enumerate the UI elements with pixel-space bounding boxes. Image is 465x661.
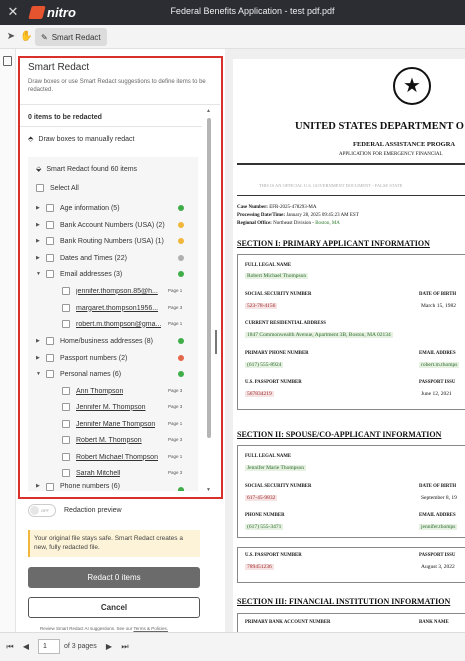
- redact-button[interactable]: Redact 0 items: [28, 567, 200, 588]
- item-checkbox[interactable]: [62, 436, 70, 444]
- category-label: Bank Account Numbers (USA) (2): [60, 221, 165, 229]
- meta-label: Regional Office:: [237, 221, 272, 226]
- meta-value: January 28, 2025 09:45:23 AM EST: [286, 213, 359, 218]
- page-navigation: [0, 632, 465, 661]
- field-label: CURRENT RESIDENTIAL ADDRESS: [245, 321, 326, 326]
- draw-boxes-label: Draw boxes to manually redact: [38, 135, 135, 143]
- select-all-label: Select All: [50, 184, 79, 192]
- regional-office: [237, 221, 340, 226]
- item-link[interactable]: Jennifer M. Thompson: [76, 403, 146, 411]
- field-label: FULL LEGAL NAME: [245, 454, 292, 459]
- category-checkbox[interactable]: [46, 221, 54, 229]
- item-link[interactable]: Ann Thompson: [76, 387, 124, 395]
- case-number: [237, 205, 316, 210]
- field-label: SOCIAL SECURITY NUMBER: [245, 292, 312, 297]
- list-item-name[interactable]: [62, 433, 142, 447]
- category-checkbox[interactable]: [46, 370, 54, 378]
- field-label: DATE OF BIRTH: [419, 292, 457, 297]
- title-bar: [0, 0, 465, 25]
- field-value-passport-issue: June 12, 2021: [421, 391, 452, 397]
- smart-redact-label: Smart Redact: [51, 32, 101, 42]
- category-row-addresses[interactable]: [36, 334, 153, 348]
- item-checkbox[interactable]: [62, 287, 70, 295]
- panel-description: Draw boxes or use Smart Redact suggestions to define items to be redacted.: [28, 79, 206, 93]
- chevron-right-icon[interactable]: ▶: [36, 255, 40, 261]
- section-2-passport-box: [237, 547, 465, 583]
- field-value-ssn: 523-78-4156: [247, 303, 276, 309]
- category-checkbox[interactable]: [46, 270, 54, 278]
- chevron-down-icon[interactable]: ▼: [36, 371, 41, 377]
- list-item-name[interactable]: [62, 400, 146, 414]
- field-label: EMAIL ADDRES: [419, 351, 456, 356]
- category-row-emails[interactable]: [36, 267, 122, 281]
- page-ref: Page 1: [168, 288, 183, 293]
- field-label: PRIMARY BANK ACCOUNT NUMBER: [245, 620, 331, 625]
- section-1-box: [237, 254, 465, 410]
- item-link[interactable]: robert.m.thompson@gma...: [76, 320, 162, 328]
- chevron-right-icon[interactable]: ▶: [36, 355, 40, 361]
- category-status-dot: [178, 271, 184, 277]
- meta-value: EFR-2025-478293-MA: [269, 205, 317, 210]
- category-label: Bank Routing Numbers (USA) (1): [60, 237, 164, 245]
- category-checkbox[interactable]: [46, 204, 54, 212]
- scroll-down-icon[interactable]: ▼: [206, 487, 211, 493]
- panel-title: Smart Redact: [28, 62, 90, 73]
- category-checkbox[interactable]: [46, 337, 54, 345]
- list-item-email[interactable]: [62, 284, 158, 298]
- item-checkbox[interactable]: [62, 453, 70, 461]
- page-ref: Page 3: [168, 404, 183, 409]
- document-viewport[interactable]: [225, 49, 465, 632]
- field-label: U.S. PASSPORT NUMBER: [245, 380, 302, 385]
- page-ref: Page 1: [168, 321, 183, 326]
- item-link[interactable]: Robert Michael Thompson: [76, 453, 158, 461]
- field-value-ssn: 617-45-9832: [247, 495, 276, 501]
- previous-page-icon[interactable]: ◀: [22, 642, 30, 651]
- scroll-up-icon[interactable]: ▲: [206, 108, 211, 114]
- field-value-passport: 789451236: [247, 564, 272, 570]
- item-checkbox[interactable]: [62, 304, 70, 312]
- info-note: Your original file stays safe. Smart Redact creates a new, fully redacted file.: [28, 530, 200, 557]
- field-label: BANK NAME: [419, 620, 449, 625]
- list-item-name[interactable]: [62, 450, 158, 464]
- field-label: FULL LEGAL NAME: [245, 263, 292, 268]
- category-status-dot: [178, 222, 184, 228]
- category-checkbox[interactable]: [46, 354, 54, 362]
- page-number-input[interactable]: 1: [38, 639, 60, 654]
- category-label: Phone numbers (6): [60, 483, 120, 490]
- category-checkbox[interactable]: [46, 254, 54, 262]
- field-value-passport-issue: August 3, 2022: [421, 564, 455, 570]
- field-label: PRIMARY PHONE NUMBER: [245, 351, 309, 356]
- category-label: Personal names (6): [60, 370, 122, 378]
- pages-panel-icon[interactable]: [3, 56, 12, 66]
- page-ref: Page 1: [168, 454, 183, 459]
- item-link[interactable]: margaret.thompson1956...: [76, 304, 159, 312]
- doc-watermark: THIS IS AN OFFICIAL U.S. GOVERNMENT DOCUMENT - FALSE STATE: [259, 183, 403, 188]
- item-checkbox[interactable]: [62, 387, 70, 395]
- category-label: Age information (5): [60, 204, 120, 212]
- doc-rule: [237, 195, 465, 196]
- category-row-age[interactable]: [36, 201, 120, 215]
- field-label: DATE OF BIRTH: [419, 484, 457, 489]
- field-value-address: 1847 Commonwealth Avenue, Apartment 3B, Boston, MA 02134: [247, 332, 391, 338]
- field-label: U.S. PASSPORT NUMBER: [245, 553, 302, 558]
- section-3-box: [237, 613, 465, 632]
- category-row-dates[interactable]: [36, 251, 127, 265]
- category-status-dot: [178, 205, 184, 211]
- cancel-button[interactable]: Cancel: [28, 597, 200, 618]
- app-name: nitro: [47, 5, 76, 20]
- meta-value: Northeast Division -: [273, 221, 316, 226]
- item-checkbox[interactable]: [62, 420, 70, 428]
- field-value-dob: September 8, 19: [421, 495, 457, 501]
- item-checkbox[interactable]: [62, 403, 70, 411]
- seal-star-icon: ★: [393, 67, 431, 105]
- toolbar: [0, 25, 465, 49]
- hand-tool-icon[interactable]: ✋: [20, 31, 33, 42]
- item-link[interactable]: Jennifer Marie Thompson: [76, 420, 156, 428]
- meta-label: Processing Date/Time:: [237, 213, 286, 218]
- field-label: SOCIAL SECURITY NUMBER: [245, 484, 312, 489]
- terms-link[interactable]: Terms & Policies.: [133, 626, 168, 631]
- category-row-passports[interactable]: [36, 351, 127, 365]
- doc-subheading: FEDERAL ASSISTANCE PROGRA: [353, 141, 456, 148]
- draw-boxes-option[interactable]: [28, 135, 135, 143]
- page-ref: Page 3: [168, 470, 183, 475]
- page-count: of 3 pages: [64, 643, 97, 650]
- category-status-dot: [178, 487, 184, 491]
- list-item-name[interactable]: [62, 466, 120, 480]
- items-count: 0 items to be redacted: [28, 114, 102, 121]
- page-ref: Page 3: [168, 437, 183, 442]
- list-item-email[interactable]: [62, 317, 161, 331]
- field-label: PASSPORT ISSU: [419, 380, 456, 385]
- category-checkbox[interactable]: [46, 483, 54, 491]
- category-status-dot: [178, 371, 184, 377]
- field-value-email: jennifer.thomps: [421, 524, 456, 530]
- list-item-name[interactable]: [62, 384, 123, 398]
- category-label: Email addresses (3): [60, 270, 123, 278]
- select-all-row[interactable]: [36, 181, 79, 195]
- category-checkbox[interactable]: [46, 237, 54, 245]
- smart-redact-icon: ✎: [41, 32, 48, 42]
- item-checkbox[interactable]: [62, 320, 70, 328]
- field-value-email: robert.m.thomps: [421, 362, 458, 368]
- select-all-checkbox[interactable]: [36, 184, 44, 192]
- category-status-dot: [178, 338, 184, 344]
- section-2-title: SECTION II: SPOUSE/CO-APPLICANT INFORMATION: [237, 430, 442, 439]
- processing-date: [237, 213, 359, 218]
- first-page-icon[interactable]: ⏮: [6, 642, 14, 651]
- field-label: PASSPORT ISSU: [419, 553, 456, 558]
- scrollbar-thumb[interactable]: [207, 118, 211, 438]
- pointer-tool-icon[interactable]: ➤: [6, 31, 16, 42]
- category-status-dot: [178, 255, 184, 261]
- section-1-title: SECTION I: PRIMARY APPLICANT INFORMATION: [237, 239, 430, 248]
- field-value-legal-name: Robert Michael Thompson: [247, 273, 307, 279]
- category-status-dot: [178, 355, 184, 361]
- item-link[interactable]: Sarah Mitchell: [76, 469, 121, 477]
- item-link[interactable]: Robert M. Thompson: [76, 436, 142, 444]
- chevron-right-icon[interactable]: ▶: [36, 238, 40, 244]
- category-row-bank-routing[interactable]: [36, 234, 164, 248]
- review-disclaimer: [40, 626, 168, 631]
- chevron-right-icon[interactable]: ▶: [36, 338, 40, 344]
- category-label: Passport numbers (2): [60, 354, 128, 362]
- field-value-phone: (617) 555-8924: [247, 362, 282, 368]
- category-row-names[interactable]: [36, 367, 121, 381]
- close-icon[interactable]: ✕: [7, 4, 19, 19]
- page-ref: Page 1: [168, 421, 183, 426]
- field-label: EMAIL ADDRES: [419, 513, 456, 518]
- item-link[interactable]: jennifer.thompson.85@h...: [76, 287, 158, 295]
- divider: [20, 126, 202, 127]
- page-ref: Page 3: [168, 388, 183, 393]
- chevron-right-icon[interactable]: ▶: [36, 483, 40, 489]
- panel-resize-handle[interactable]: [215, 330, 217, 354]
- last-page-icon[interactable]: ⏭: [121, 642, 129, 651]
- document-page: [233, 59, 465, 632]
- doc-subheading-2: APPLICATION FOR EMERGENCY FINANCIAL: [339, 152, 443, 157]
- doc-heading: UNITED STATES DEPARTMENT O: [295, 121, 464, 132]
- smart-redact-found: [36, 165, 137, 173]
- section-2-box: [237, 445, 465, 538]
- next-page-icon[interactable]: ▶: [105, 642, 113, 651]
- category-label: Dates and Times (22): [60, 254, 127, 262]
- smart-redact-icon: ⬙: [36, 166, 42, 173]
- found-label: Smart Redact found 60 items: [46, 165, 138, 173]
- redaction-preview: [28, 504, 122, 517]
- draw-box-icon: ⬘: [28, 136, 34, 143]
- field-label: PHONE NUMBER: [245, 513, 285, 518]
- field-value-passport: 567834219: [247, 391, 272, 397]
- window-title: Federal Benefits Application - test pdf.pdf: [170, 6, 335, 16]
- list-item-name[interactable]: [62, 417, 155, 431]
- redaction-preview-label: Redaction preview: [64, 507, 122, 514]
- redaction-preview-toggle[interactable]: OFF: [28, 504, 56, 517]
- meta-label: Case Number:: [237, 205, 268, 210]
- field-value-dob: March 15, 1982: [421, 303, 456, 309]
- category-row-bank-account[interactable]: [36, 218, 165, 232]
- left-rail: [0, 49, 16, 632]
- panel-scrollbar[interactable]: [205, 108, 213, 493]
- item-checkbox[interactable]: [62, 469, 70, 477]
- divider: [20, 104, 220, 105]
- chevron-right-icon[interactable]: ▶: [36, 222, 40, 228]
- doc-rule: [237, 163, 465, 165]
- category-label: Home/business addresses (8): [60, 337, 153, 345]
- category-row-phones[interactable]: [36, 483, 120, 491]
- category-status-dot: [178, 238, 184, 244]
- page-ref: Page 3: [168, 305, 183, 310]
- chevron-right-icon[interactable]: ▶: [36, 205, 40, 211]
- chevron-down-icon[interactable]: ▼: [36, 271, 41, 277]
- field-value-legal-name: Jennifer Marie Thompson: [247, 465, 305, 471]
- meta-city: Boston, MA: [315, 221, 340, 226]
- list-item-email[interactable]: [62, 301, 158, 315]
- review-text: Review Smart Redact AI suggestions. See our: [40, 626, 133, 631]
- section-3-title: SECTION III: FINANCIAL INSTITUTION INFORMATION: [237, 597, 451, 606]
- field-value-phone: (617) 555-3471: [247, 524, 282, 530]
- smart-redact-button[interactable]: [35, 28, 107, 46]
